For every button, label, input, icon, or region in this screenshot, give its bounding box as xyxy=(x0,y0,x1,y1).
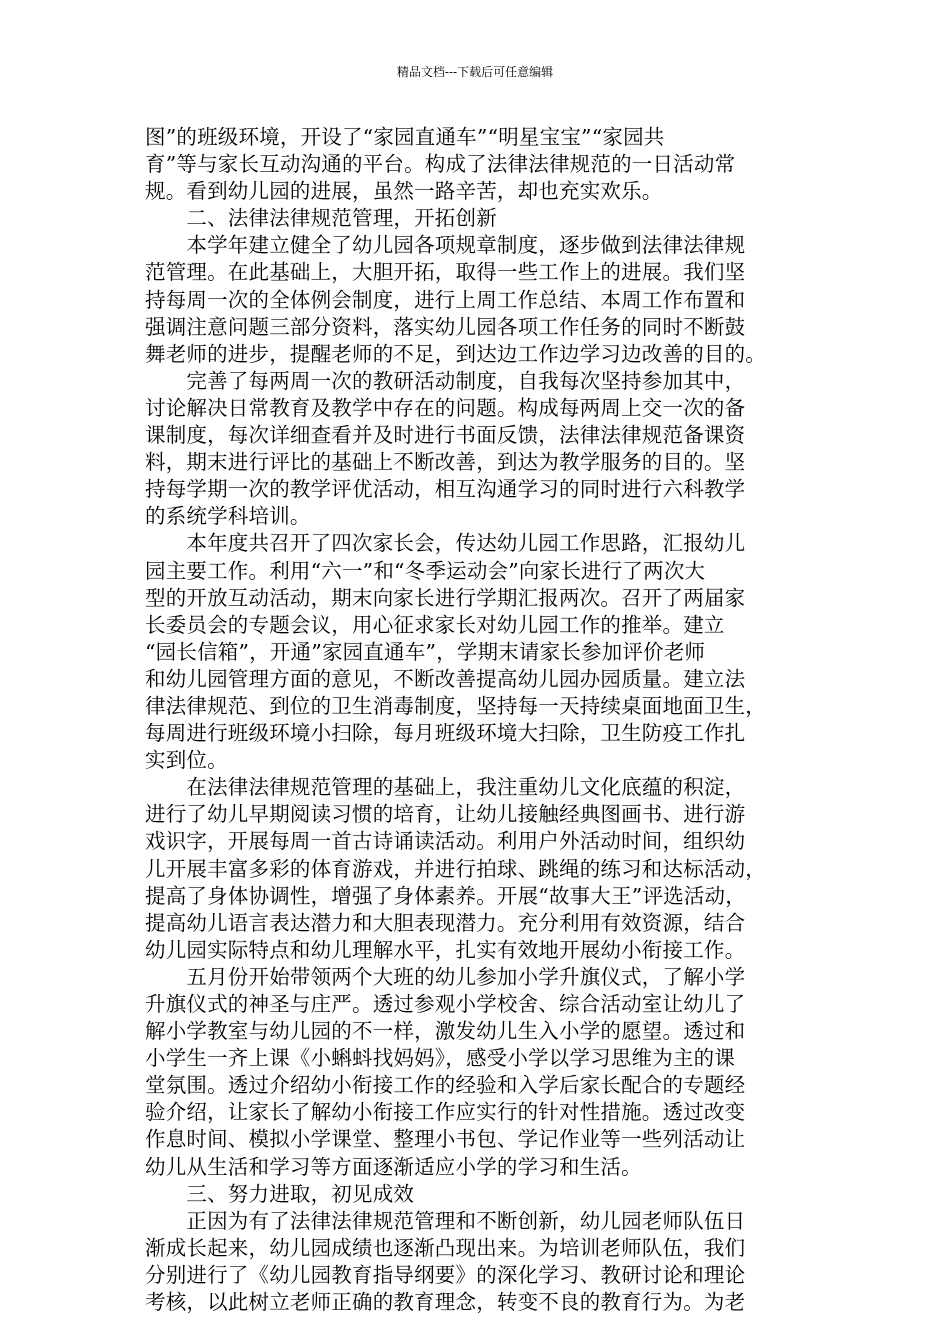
paragraph xyxy=(145,1208,820,1316)
paragraph xyxy=(145,964,820,1181)
text-line: 本年度共召开了四次家长会，传达幼儿园工作思路，汇报幼儿 xyxy=(145,531,746,556)
paragraph xyxy=(145,124,820,205)
text-line: 解小学教室与幼儿园的不一样，激发幼儿生入小学的愿望。透过和 xyxy=(145,1019,746,1044)
page-header: 精品文档---下载后可任意编辑 xyxy=(396,65,554,79)
text-line: 律法律规范、到位的卫生消毒制度，坚持每一天持续桌面地面卫生， xyxy=(145,693,766,718)
text-line: 每周进行班级环境小扫除，每月班级环境大扫除，卫生防疫工作扎 xyxy=(145,721,746,746)
text-line: 讨论解决日常教育及教学中存在的问题。构成每两周上交一次的备 xyxy=(145,395,746,420)
text-line: 园主要工作。利用“六一”和“冬季运动会”向家长进行了两次大 xyxy=(145,558,706,583)
text-line: 舞老师的进步，提醒老师的不足，到达边工作边学习边改善的目的。 xyxy=(145,341,766,366)
text-line: 实到位。 xyxy=(145,748,228,773)
section-heading xyxy=(145,205,820,232)
paragraph xyxy=(145,530,820,774)
text-line: 和幼儿园管理方面的意见，不断改善提高幼儿园办园质量。建立法 xyxy=(145,666,746,691)
paragraph xyxy=(145,368,820,531)
section-heading xyxy=(145,1181,820,1208)
text-line: 戏识字，开展每周一首古诗诵读活动。利用户外活动时间，组织幼 xyxy=(145,829,746,854)
text-line: 分别进行了《幼儿园教育指导纲要》的深化学习、教研讨论和理论 xyxy=(145,1262,746,1287)
text-line: 料，期末进行评比的基础上不断改善，到达为教学服务的目的。坚 xyxy=(145,450,746,475)
text-line: 持每学期一次的教学评优活动，相互沟通学习的同时进行六科教学 xyxy=(145,477,746,502)
text-line: 范管理。在此基础上，大胆开拓，取得一些工作上的进展。我们坚 xyxy=(145,260,746,285)
text-line: 育”等与家长互动沟通的平台。构成了法律法律规范的一日活动常 xyxy=(145,152,736,177)
text-line: 三、努力进取，初见成效 xyxy=(145,1181,415,1206)
text-line: 五月份开始带领两个大班的幼儿参加小学升旗仪式，了解小学 xyxy=(145,964,746,989)
text-line: 考核，以此树立老师正确的教育理念，转变不良的教育行为。为老 xyxy=(145,1290,746,1315)
text-line: 完善了每两周一次的教研活动制度，自我每次坚持参加其中， xyxy=(145,368,746,393)
text-line: 正因为有了法律法律规范管理和不断创新，幼儿园老师队伍日 xyxy=(145,1208,746,1233)
text-line: 堂氛围。透过介绍幼小衔接工作的经验和入学后家长配合的专题经 xyxy=(145,1073,746,1098)
text-line: 课制度，每次详细查看并及时进行书面反馈，法律法律规范备课资 xyxy=(145,423,746,448)
document-body xyxy=(145,124,820,1316)
text-line: 二、法律法律规范管理，开拓创新 xyxy=(145,206,497,231)
text-line: 长委员会的专题会议，用心征求家长对幼儿园工作的推举。建立 xyxy=(145,612,725,637)
paragraph xyxy=(145,232,820,367)
text-line: 幼儿园实际特点和幼儿理解水平，扎实有效地开展幼小衔接工作。 xyxy=(145,937,746,962)
text-line: 儿开展丰富多彩的体育游戏，并进行拍球、跳绳的练习和达标活动， xyxy=(145,856,766,881)
text-line: 图”的班级环境，开设了“家园直通车”“明星宝宝”“家园共 xyxy=(145,125,665,149)
text-line: 的系统学科培训。 xyxy=(145,504,311,529)
text-line: 型的开放互动活动，期末向家长进行学期汇报两次。召开了两届家 xyxy=(145,585,746,610)
text-line: 作息时间、模拟小学课堂、整理小书包、学记作业等一些列活动让 xyxy=(145,1127,746,1152)
text-line: 规。看到幼儿园的进展，虽然一路辛苦，却也充实欢乐。 xyxy=(145,179,663,204)
text-line: 提高幼儿语言表达潜力和大胆表现潜力。充分利用有效资源，结合 xyxy=(145,910,746,935)
text-line: 渐成长起来，幼儿园成绩也逐渐凸现出来。为培训老师队伍，我们 xyxy=(145,1235,746,1260)
text-line: 强调注意问题三部分资料，落实幼儿园各项工作任务的同时不断鼓 xyxy=(145,314,746,339)
text-line: 幼儿从生活和学习等方面逐渐适应小学的学习和生活。 xyxy=(145,1154,642,1179)
text-line: 在法律法律规范管理的基础上，我注重幼儿文化底蕴的积淀， xyxy=(145,775,746,800)
text-line: 持每周一次的全体例会制度，进行上周工作总结、本周工作布置和 xyxy=(145,287,746,312)
text-line: 本学年建立健全了幼儿园各项规章制度，逐步做到法律法律规 xyxy=(145,233,746,258)
text-line: 提高了身体协调性，增强了身体素养。开展“故事大王”评选活动， xyxy=(145,883,746,908)
text-line: 进行了幼儿早期阅读习惯的培育，让幼儿接触经典图画书、进行游 xyxy=(145,802,746,827)
paragraph xyxy=(145,774,820,964)
text-line: “园长信箱”，开通”家园直通车”，学期末请家长参加评价老师 xyxy=(145,639,706,664)
text-line: 升旗仪式的神圣与庄严。透过参观小学校舍、综合活动室让幼儿了 xyxy=(145,992,746,1016)
text-line: 验介绍，让家长了解幼小衔接工作应实行的针对性措施。透过改变 xyxy=(145,1100,746,1125)
text-line: 小学生一齐上课《小蝌蚪找妈妈》，感受小学以学习思维为主的课 xyxy=(145,1046,736,1071)
